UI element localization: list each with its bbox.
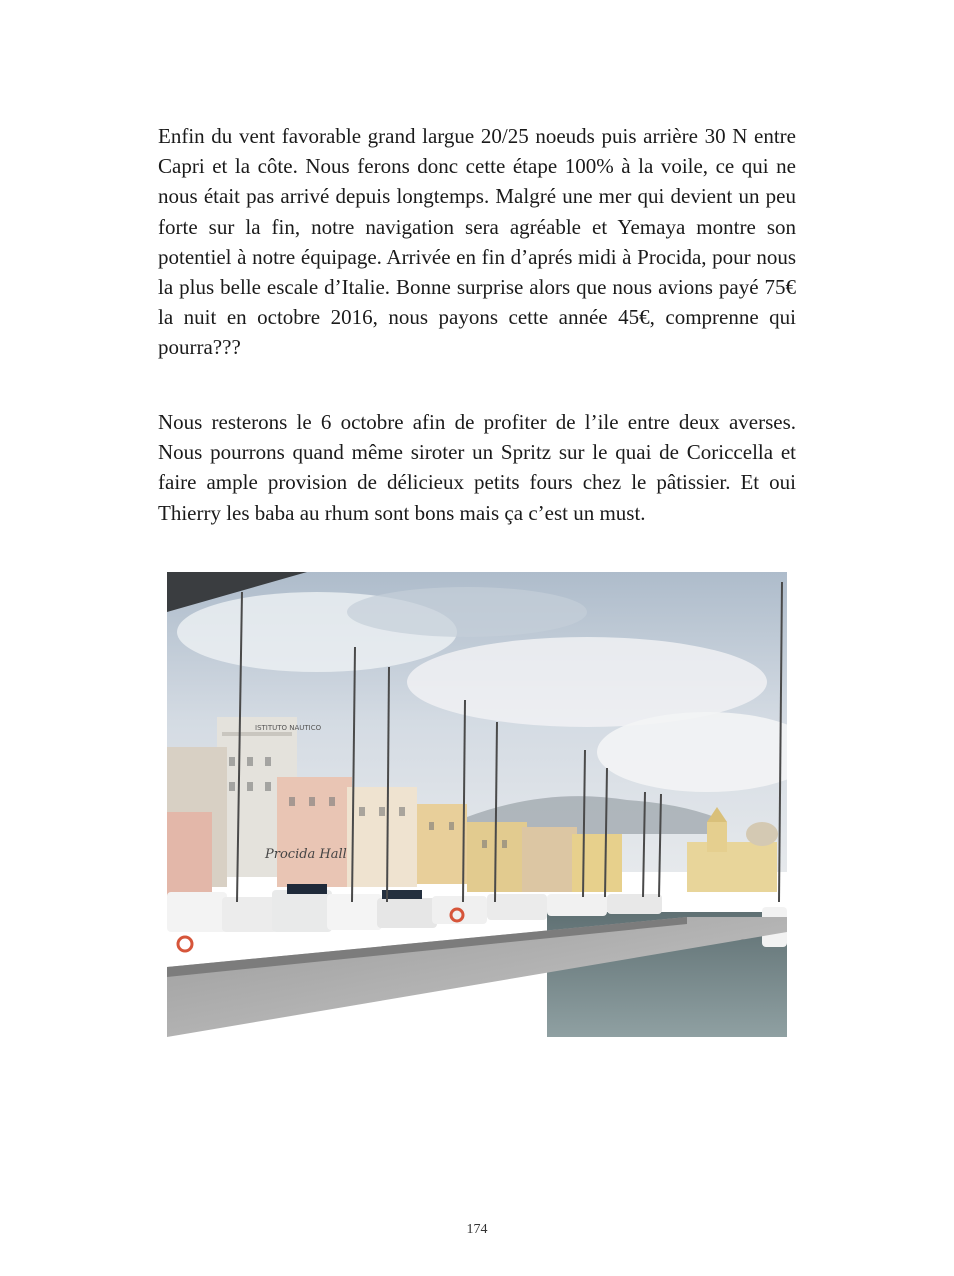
page-number: 174 [466,1222,488,1237]
church [687,842,777,892]
harbor-photo [167,572,787,1037]
hall-sign: Procida Hall [265,847,347,862]
building-sign: ISTITUTO NAUTICO [255,724,322,732]
paragraph-1: Enfin du vent favorable grand largue 20/25 noeuds puis arrière 30 N entre Capri et la côte. Nous ferons donc cette étape 100% à la voile, ce qui ne nous était pas arrivé depuis longtemps. Malgré une mer qui devient un peu forte sur la fin, notre navigation sera agréable et Yemaya montre son potentiel à notre équipage. Arrivée en fin d’aprés midi à Procida, pour nous la plus belle escale d’Italie. Bonne surprise alors que nous avions payé 75€ la nuit en octobre 2016, nous payons cette année 45€, comprenne qui pourra??? [158,124,796,360]
paragraph-2: Nous resterons le 6 octobre afin de profiter de l’ile entre deux averses. Nous pourrons quand même siroter un Spritz sur le quai de Coriccella et faire ample provision de délicieux petits fours chez le pâtissier. Et oui Thierry les baba au rhum sont bons mais ça c’est un must. [158,410,796,525]
